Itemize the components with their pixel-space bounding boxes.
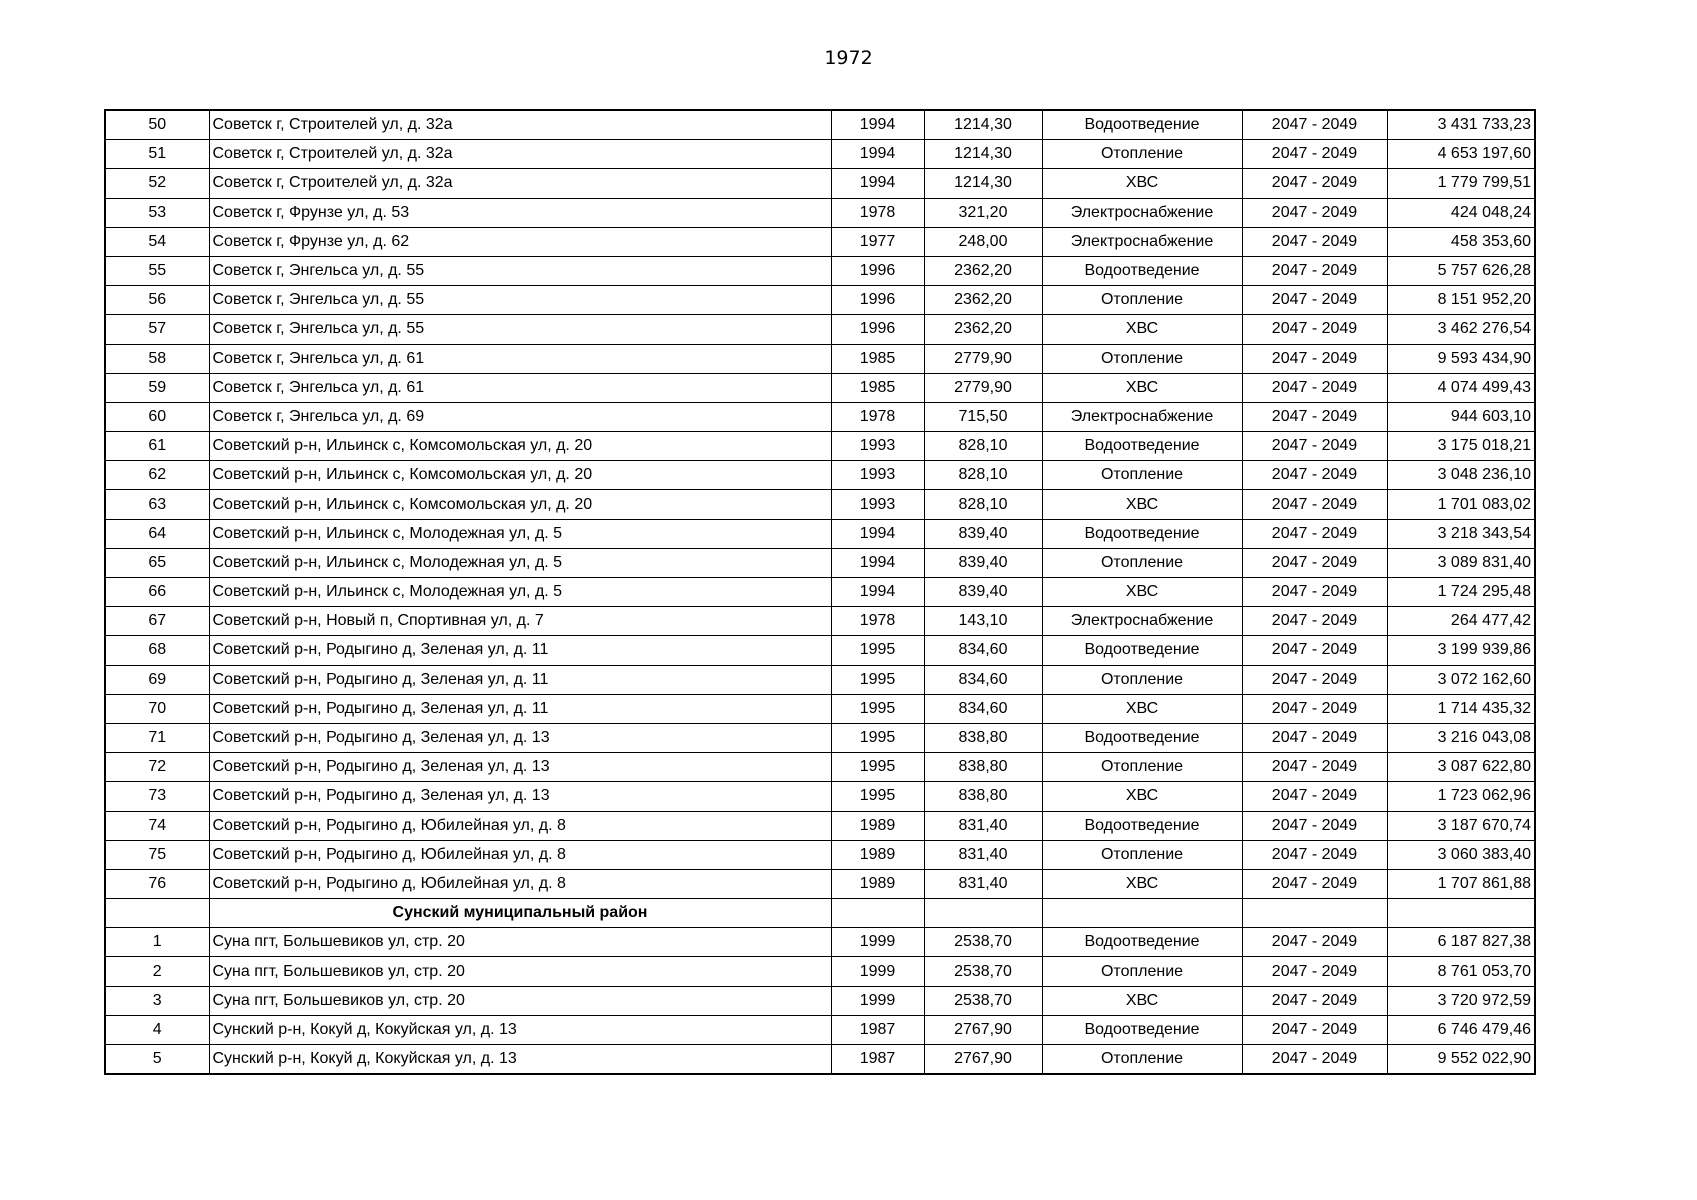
empty-cell — [1042, 899, 1242, 928]
row-number: 73 — [105, 782, 209, 811]
row-number: 53 — [105, 198, 209, 227]
repair-schedule-table — [104, 109, 1536, 1075]
area-cell: 828,10 — [924, 461, 1042, 490]
table-row — [105, 578, 1535, 607]
row-number: 72 — [105, 753, 209, 782]
cost-cell: 3 462 276,54 — [1387, 315, 1535, 344]
period-cell: 2047 - 2049 — [1242, 607, 1387, 636]
cost-cell: 4 653 197,60 — [1387, 140, 1535, 169]
table-row — [105, 607, 1535, 636]
period-cell: 2047 - 2049 — [1242, 665, 1387, 694]
area-cell: 2779,90 — [924, 344, 1042, 373]
period-cell: 2047 - 2049 — [1242, 344, 1387, 373]
year-cell: 1994 — [831, 169, 924, 198]
cost-cell: 6 187 827,38 — [1387, 928, 1535, 957]
table-row — [105, 432, 1535, 461]
row-number: 57 — [105, 315, 209, 344]
service-type-cell: Водоотведение — [1042, 432, 1242, 461]
cost-cell: 424 048,24 — [1387, 198, 1535, 227]
period-cell: 2047 - 2049 — [1242, 402, 1387, 431]
address-cell: Советский р-н, Ильинск с, Комсомольская ул, д. 20 — [209, 461, 831, 490]
area-cell: 2362,20 — [924, 286, 1042, 315]
empty-cell — [105, 899, 209, 928]
year-cell: 1995 — [831, 782, 924, 811]
cost-cell: 944 603,10 — [1387, 402, 1535, 431]
year-cell: 1989 — [831, 869, 924, 898]
service-type-cell: Электроснабжение — [1042, 402, 1242, 431]
area-cell: 2767,90 — [924, 1015, 1042, 1044]
area-cell: 831,40 — [924, 869, 1042, 898]
year-cell: 1995 — [831, 753, 924, 782]
year-cell: 1978 — [831, 402, 924, 431]
period-cell: 2047 - 2049 — [1242, 315, 1387, 344]
service-type-cell: Водоотведение — [1042, 110, 1242, 140]
area-cell: 828,10 — [924, 490, 1042, 519]
area-cell: 143,10 — [924, 607, 1042, 636]
cost-cell: 3 431 733,23 — [1387, 110, 1535, 140]
period-cell: 2047 - 2049 — [1242, 169, 1387, 198]
row-number: 64 — [105, 519, 209, 548]
row-number: 50 — [105, 110, 209, 140]
period-cell: 2047 - 2049 — [1242, 840, 1387, 869]
cost-cell: 3 060 383,40 — [1387, 840, 1535, 869]
period-cell: 2047 - 2049 — [1242, 1045, 1387, 1075]
address-cell: Советский р-н, Ильинск с, Комсомольская ул, д. 20 — [209, 432, 831, 461]
table-row — [105, 344, 1535, 373]
address-cell: Советский р-н, Родыгино д, Зеленая ул, д. 13 — [209, 782, 831, 811]
period-cell: 2047 - 2049 — [1242, 519, 1387, 548]
section-title: Сунский муниципальный район — [209, 899, 831, 928]
row-number: 4 — [105, 1015, 209, 1044]
service-type-cell: Водоотведение — [1042, 811, 1242, 840]
service-type-cell: Электроснабжение — [1042, 607, 1242, 636]
cost-cell: 458 353,60 — [1387, 227, 1535, 256]
address-cell: Советск г, Энгельса ул, д. 61 — [209, 373, 831, 402]
empty-cell — [1387, 899, 1535, 928]
area-cell: 248,00 — [924, 227, 1042, 256]
table-row — [105, 227, 1535, 256]
row-number: 65 — [105, 548, 209, 577]
area-cell: 2779,90 — [924, 373, 1042, 402]
service-type-cell: Отопление — [1042, 840, 1242, 869]
address-cell: Советск г, Энгельса ул, д. 55 — [209, 315, 831, 344]
area-cell: 828,10 — [924, 432, 1042, 461]
service-type-cell: Отопление — [1042, 665, 1242, 694]
year-cell: 1995 — [831, 665, 924, 694]
area-cell: 831,40 — [924, 811, 1042, 840]
area-cell: 838,80 — [924, 782, 1042, 811]
row-number: 69 — [105, 665, 209, 694]
cost-cell: 3 187 670,74 — [1387, 811, 1535, 840]
year-cell: 1994 — [831, 110, 924, 140]
address-cell: Советский р-н, Родыгино д, Зеленая ул, д. 11 — [209, 694, 831, 723]
table-row — [105, 723, 1535, 752]
table-row — [105, 198, 1535, 227]
row-number: 67 — [105, 607, 209, 636]
table-row — [105, 928, 1535, 957]
period-cell: 2047 - 2049 — [1242, 928, 1387, 957]
row-number: 75 — [105, 840, 209, 869]
year-cell: 1994 — [831, 548, 924, 577]
area-cell: 1214,30 — [924, 140, 1042, 169]
table-body — [105, 110, 1535, 1074]
table-row — [105, 957, 1535, 986]
period-cell: 2047 - 2049 — [1242, 753, 1387, 782]
address-cell: Советский р-н, Родыгино д, Юбилейная ул, д. 8 — [209, 811, 831, 840]
year-cell: 1999 — [831, 957, 924, 986]
cost-cell: 9 552 022,90 — [1387, 1045, 1535, 1075]
year-cell: 1987 — [831, 1015, 924, 1044]
address-cell: Советский р-н, Родыгино д, Зеленая ул, д. 11 — [209, 636, 831, 665]
period-cell: 2047 - 2049 — [1242, 490, 1387, 519]
table-row — [105, 869, 1535, 898]
cost-cell: 3 218 343,54 — [1387, 519, 1535, 548]
row-number: 74 — [105, 811, 209, 840]
address-cell: Советск г, Строителей ул, д. 32а — [209, 140, 831, 169]
table-row — [105, 811, 1535, 840]
cost-cell: 1 779 799,51 — [1387, 169, 1535, 198]
row-number: 52 — [105, 169, 209, 198]
year-cell: 1985 — [831, 344, 924, 373]
service-type-cell: Электроснабжение — [1042, 227, 1242, 256]
service-type-cell: ХВС — [1042, 694, 1242, 723]
service-type-cell: Водоотведение — [1042, 928, 1242, 957]
page-number: 1972 — [824, 47, 873, 69]
address-cell: Суна пгт, Большевиков ул, стр. 20 — [209, 928, 831, 957]
service-type-cell: Водоотведение — [1042, 1015, 1242, 1044]
cost-cell: 3 216 043,08 — [1387, 723, 1535, 752]
address-cell: Советск г, Фрунзе ул, д. 53 — [209, 198, 831, 227]
period-cell: 2047 - 2049 — [1242, 256, 1387, 285]
period-cell: 2047 - 2049 — [1242, 1015, 1387, 1044]
address-cell: Советский р-н, Ильинск с, Молодежная ул, д. 5 — [209, 519, 831, 548]
service-type-cell: ХВС — [1042, 986, 1242, 1015]
cost-cell: 3 048 236,10 — [1387, 461, 1535, 490]
cost-cell: 1 724 295,48 — [1387, 578, 1535, 607]
area-cell: 1214,30 — [924, 110, 1042, 140]
cost-cell: 1 707 861,88 — [1387, 869, 1535, 898]
cost-cell: 1 701 083,02 — [1387, 490, 1535, 519]
period-cell: 2047 - 2049 — [1242, 373, 1387, 402]
table-row — [105, 986, 1535, 1015]
service-type-cell: Отопление — [1042, 957, 1242, 986]
service-type-cell: ХВС — [1042, 782, 1242, 811]
row-number: 55 — [105, 256, 209, 285]
service-type-cell: Отопление — [1042, 1045, 1242, 1075]
table-row — [105, 461, 1535, 490]
table-row — [105, 140, 1535, 169]
table-row — [105, 256, 1535, 285]
area-cell: 839,40 — [924, 578, 1042, 607]
year-cell: 1993 — [831, 432, 924, 461]
year-cell: 1995 — [831, 636, 924, 665]
area-cell: 715,50 — [924, 402, 1042, 431]
row-number: 2 — [105, 957, 209, 986]
area-cell: 2538,70 — [924, 928, 1042, 957]
area-cell: 834,60 — [924, 694, 1042, 723]
period-cell: 2047 - 2049 — [1242, 140, 1387, 169]
service-type-cell: ХВС — [1042, 315, 1242, 344]
address-cell: Советский р-н, Родыгино д, Зеленая ул, д. 13 — [209, 753, 831, 782]
address-cell: Суна пгт, Большевиков ул, стр. 20 — [209, 986, 831, 1015]
cost-cell: 3 720 972,59 — [1387, 986, 1535, 1015]
year-cell: 1996 — [831, 256, 924, 285]
row-number: 63 — [105, 490, 209, 519]
row-number: 54 — [105, 227, 209, 256]
row-number: 76 — [105, 869, 209, 898]
row-number: 59 — [105, 373, 209, 402]
year-cell: 1993 — [831, 461, 924, 490]
table-row — [105, 665, 1535, 694]
year-cell: 1996 — [831, 286, 924, 315]
service-type-cell: Отопление — [1042, 461, 1242, 490]
area-cell: 2538,70 — [924, 986, 1042, 1015]
period-cell: 2047 - 2049 — [1242, 957, 1387, 986]
cost-cell: 6 746 479,46 — [1387, 1015, 1535, 1044]
year-cell: 1994 — [831, 578, 924, 607]
service-type-cell: Отопление — [1042, 344, 1242, 373]
address-cell: Советск г, Фрунзе ул, д. 62 — [209, 227, 831, 256]
row-number: 70 — [105, 694, 209, 723]
table-row — [105, 840, 1535, 869]
area-cell: 839,40 — [924, 519, 1042, 548]
service-type-cell: ХВС — [1042, 169, 1242, 198]
cost-cell: 4 074 499,43 — [1387, 373, 1535, 402]
area-cell: 2767,90 — [924, 1045, 1042, 1075]
row-number: 68 — [105, 636, 209, 665]
service-type-cell: Отопление — [1042, 753, 1242, 782]
area-cell: 838,80 — [924, 753, 1042, 782]
period-cell: 2047 - 2049 — [1242, 578, 1387, 607]
year-cell: 1985 — [831, 373, 924, 402]
row-number: 5 — [105, 1045, 209, 1075]
empty-cell — [1242, 899, 1387, 928]
table-row — [105, 753, 1535, 782]
period-cell: 2047 - 2049 — [1242, 548, 1387, 577]
area-cell: 839,40 — [924, 548, 1042, 577]
area-cell: 834,60 — [924, 665, 1042, 694]
year-cell: 1995 — [831, 694, 924, 723]
service-type-cell: Отопление — [1042, 140, 1242, 169]
table-row — [105, 548, 1535, 577]
period-cell: 2047 - 2049 — [1242, 782, 1387, 811]
address-cell: Советский р-н, Ильинск с, Молодежная ул, д. 5 — [209, 548, 831, 577]
cost-cell: 1 714 435,32 — [1387, 694, 1535, 723]
table-row — [105, 1015, 1535, 1044]
area-cell: 1214,30 — [924, 169, 1042, 198]
cost-cell: 3 089 831,40 — [1387, 548, 1535, 577]
year-cell: 1994 — [831, 140, 924, 169]
row-number: 58 — [105, 344, 209, 373]
table-row — [105, 490, 1535, 519]
table-row — [105, 315, 1535, 344]
year-cell: 1989 — [831, 840, 924, 869]
table-row — [105, 373, 1535, 402]
cost-cell: 3 087 622,80 — [1387, 753, 1535, 782]
service-type-cell: ХВС — [1042, 578, 1242, 607]
period-cell: 2047 - 2049 — [1242, 286, 1387, 315]
year-cell: 1999 — [831, 986, 924, 1015]
address-cell: Советский р-н, Новый п, Спортивная ул, д. 7 — [209, 607, 831, 636]
period-cell: 2047 - 2049 — [1242, 227, 1387, 256]
address-cell: Советск г, Строителей ул, д. 32а — [209, 169, 831, 198]
year-cell: 1994 — [831, 519, 924, 548]
period-cell: 2047 - 2049 — [1242, 636, 1387, 665]
row-number: 71 — [105, 723, 209, 752]
service-type-cell: ХВС — [1042, 373, 1242, 402]
table-row — [105, 636, 1535, 665]
address-cell: Советск г, Энгельса ул, д. 55 — [209, 286, 831, 315]
address-cell: Советский р-н, Родыгино д, Зеленая ул, д. 11 — [209, 665, 831, 694]
area-cell: 838,80 — [924, 723, 1042, 752]
table-row — [105, 169, 1535, 198]
period-cell: 2047 - 2049 — [1242, 694, 1387, 723]
year-cell: 1995 — [831, 723, 924, 752]
service-type-cell: Водоотведение — [1042, 256, 1242, 285]
year-cell: 1978 — [831, 198, 924, 227]
cost-cell: 8 151 952,20 — [1387, 286, 1535, 315]
address-cell: Советск г, Энгельса ул, д. 69 — [209, 402, 831, 431]
address-cell: Сунский р-н, Кокуй д, Кокуйская ул, д. 13 — [209, 1015, 831, 1044]
period-cell: 2047 - 2049 — [1242, 198, 1387, 227]
table-row — [105, 1045, 1535, 1075]
period-cell: 2047 - 2049 — [1242, 461, 1387, 490]
service-type-cell: ХВС — [1042, 490, 1242, 519]
service-type-cell: Водоотведение — [1042, 636, 1242, 665]
period-cell: 2047 - 2049 — [1242, 432, 1387, 461]
address-cell: Советский р-н, Ильинск с, Молодежная ул, д. 5 — [209, 578, 831, 607]
cost-cell: 1 723 062,96 — [1387, 782, 1535, 811]
table-row — [105, 402, 1535, 431]
period-cell: 2047 - 2049 — [1242, 811, 1387, 840]
year-cell: 1978 — [831, 607, 924, 636]
table-row — [105, 286, 1535, 315]
empty-cell — [831, 899, 924, 928]
area-cell: 321,20 — [924, 198, 1042, 227]
period-cell: 2047 - 2049 — [1242, 110, 1387, 140]
period-cell: 2047 - 2049 — [1242, 869, 1387, 898]
service-type-cell: Отопление — [1042, 548, 1242, 577]
service-type-cell: Отопление — [1042, 286, 1242, 315]
year-cell: 1996 — [831, 315, 924, 344]
cost-cell: 5 757 626,28 — [1387, 256, 1535, 285]
period-cell: 2047 - 2049 — [1242, 723, 1387, 752]
period-cell: 2047 - 2049 — [1242, 986, 1387, 1015]
row-number: 1 — [105, 928, 209, 957]
address-cell: Советский р-н, Родыгино д, Юбилейная ул, д. 8 — [209, 869, 831, 898]
row-number: 62 — [105, 461, 209, 490]
area-cell: 831,40 — [924, 840, 1042, 869]
area-cell: 834,60 — [924, 636, 1042, 665]
row-number: 61 — [105, 432, 209, 461]
address-cell: Сунский р-н, Кокуй д, Кокуйская ул, д. 13 — [209, 1045, 831, 1075]
table-row — [105, 519, 1535, 548]
cost-cell: 3 199 939,86 — [1387, 636, 1535, 665]
section-header-row — [105, 899, 1535, 928]
year-cell: 1987 — [831, 1045, 924, 1075]
area-cell: 2538,70 — [924, 957, 1042, 986]
cost-cell: 3 175 018,21 — [1387, 432, 1535, 461]
table-row — [105, 782, 1535, 811]
year-cell: 1999 — [831, 928, 924, 957]
cost-cell: 264 477,42 — [1387, 607, 1535, 636]
row-number: 60 — [105, 402, 209, 431]
service-type-cell: ХВС — [1042, 869, 1242, 898]
address-cell: Советский р-н, Родыгино д, Юбилейная ул, д. 8 — [209, 840, 831, 869]
row-number: 51 — [105, 140, 209, 169]
address-cell: Советск г, Энгельса ул, д. 55 — [209, 256, 831, 285]
address-cell: Советск г, Строителей ул, д. 32а — [209, 110, 831, 140]
address-cell: Советский р-н, Ильинск с, Комсомольская ул, д. 20 — [209, 490, 831, 519]
service-type-cell: Водоотведение — [1042, 519, 1242, 548]
area-cell: 2362,20 — [924, 256, 1042, 285]
address-cell: Суна пгт, Большевиков ул, стр. 20 — [209, 957, 831, 986]
year-cell: 1989 — [831, 811, 924, 840]
address-cell: Советский р-н, Родыгино д, Зеленая ул, д. 13 — [209, 723, 831, 752]
service-type-cell: Водоотведение — [1042, 723, 1242, 752]
address-cell: Советск г, Энгельса ул, д. 61 — [209, 344, 831, 373]
empty-cell — [924, 899, 1042, 928]
year-cell: 1977 — [831, 227, 924, 256]
row-number: 3 — [105, 986, 209, 1015]
table-row — [105, 110, 1535, 140]
cost-cell: 9 593 434,90 — [1387, 344, 1535, 373]
year-cell: 1993 — [831, 490, 924, 519]
area-cell: 2362,20 — [924, 315, 1042, 344]
row-number: 66 — [105, 578, 209, 607]
row-number: 56 — [105, 286, 209, 315]
service-type-cell: Электроснабжение — [1042, 198, 1242, 227]
table-row — [105, 694, 1535, 723]
cost-cell: 3 072 162,60 — [1387, 665, 1535, 694]
cost-cell: 8 761 053,70 — [1387, 957, 1535, 986]
